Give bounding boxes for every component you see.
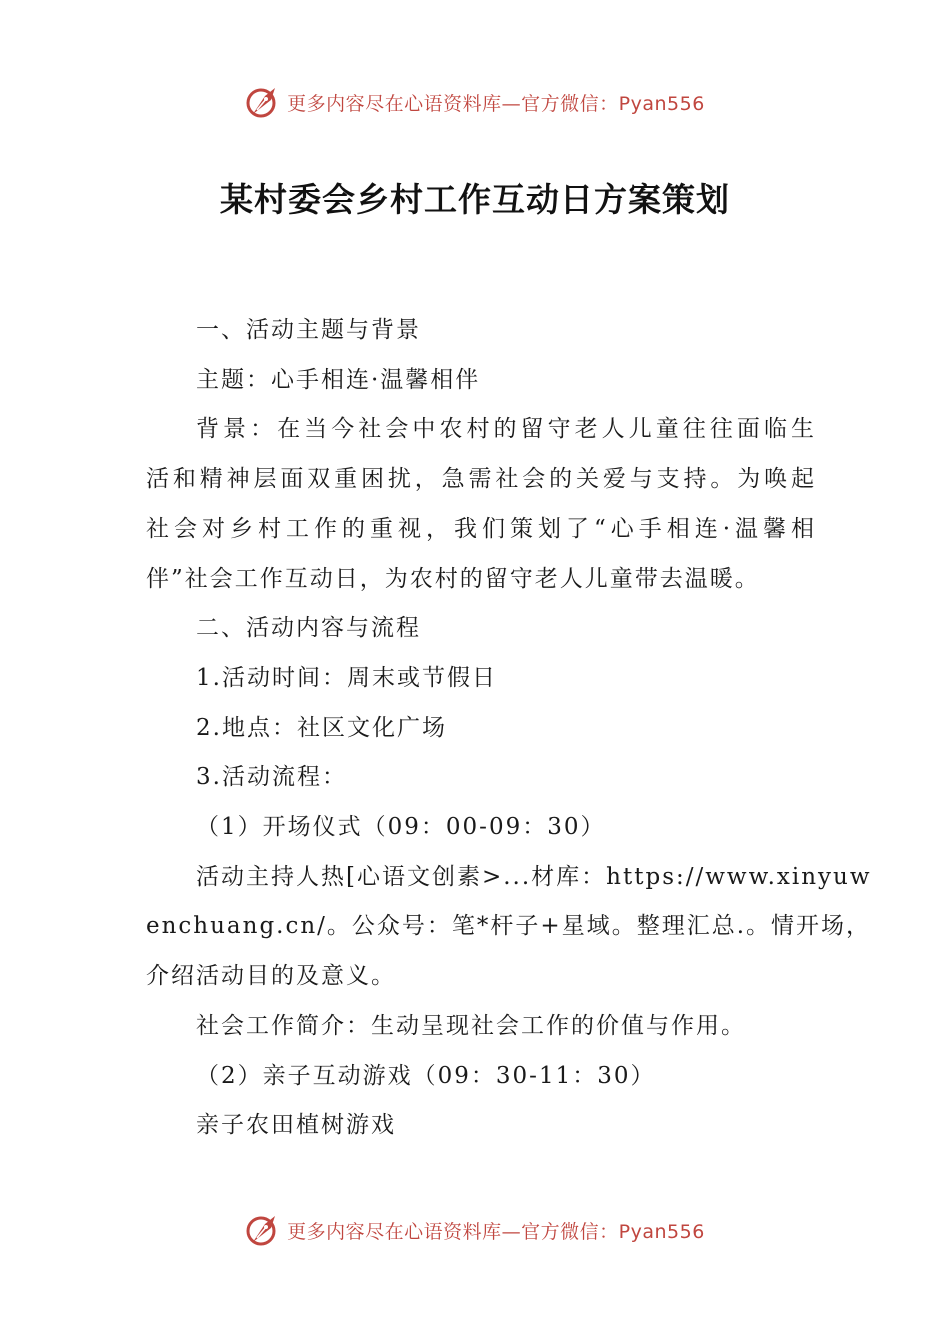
host-line-3: 介绍活动目的及意义。 bbox=[146, 963, 396, 990]
background-line-1: 背景：在当今社会中农村的留守老人儿童往往面临生 bbox=[196, 416, 816, 443]
activity-place: 2.地点：社区文化广场 bbox=[196, 714, 447, 741]
activity-time: 1.活动时间：周末或节假日 bbox=[196, 664, 497, 691]
host-line-1: 活动主持人热[心语文创素>...材库：https://www.xinyuw bbox=[196, 863, 872, 890]
activity-flow: 3.活动流程： bbox=[196, 764, 347, 791]
section-heading-1: 一、活动主题与背景 bbox=[196, 317, 421, 343]
step-2-games: （2）亲子互动游戏（09：30-11：30） bbox=[196, 1062, 656, 1089]
background-line-2: 活和精神层面双重困扰，急需社会的关爱与支持。为唤起 bbox=[146, 466, 816, 493]
wechat-id: Pyan556 bbox=[618, 92, 705, 115]
background-line-3: 社会对乡村工作的重视，我们策划了“心手相连·温馨相 bbox=[146, 515, 816, 542]
document-body bbox=[146, 306, 872, 1151]
game-name: 亲子农田植树游戏 bbox=[196, 1112, 396, 1139]
background-line-4: 伴”社会工作互动日，为农村的留守老人儿童带去温暖。 bbox=[146, 565, 760, 592]
step-1-opening: （1）开场仪式（09：00-09：30） bbox=[196, 814, 606, 841]
document-title: 某村委会乡村工作互动日方案策划 bbox=[220, 180, 730, 219]
section-heading-2: 二、活动内容与流程 bbox=[196, 615, 421, 642]
wechat-id: Pyan556 bbox=[618, 1220, 705, 1243]
pen-nib-logo-icon bbox=[245, 1212, 281, 1248]
footer-banner bbox=[0, 1210, 950, 1250]
banner-text: 更多内容尽在心语资料库—官方微信：Pyan556 bbox=[287, 92, 705, 115]
banner-text: 更多内容尽在心语资料库—官方微信：Pyan556 bbox=[287, 1220, 705, 1243]
header-banner bbox=[0, 82, 950, 122]
pen-nib-logo-icon bbox=[245, 84, 281, 120]
host-line-2: enchuang.cn/。公众号：笔*杆子+星域。整理汇总.。情开场， bbox=[146, 913, 872, 940]
social-work-intro: 社会工作简介：生动呈现社会工作的价值与作用。 bbox=[196, 1012, 746, 1039]
theme-line: 主题：心手相连·温馨相伴 bbox=[196, 366, 481, 393]
